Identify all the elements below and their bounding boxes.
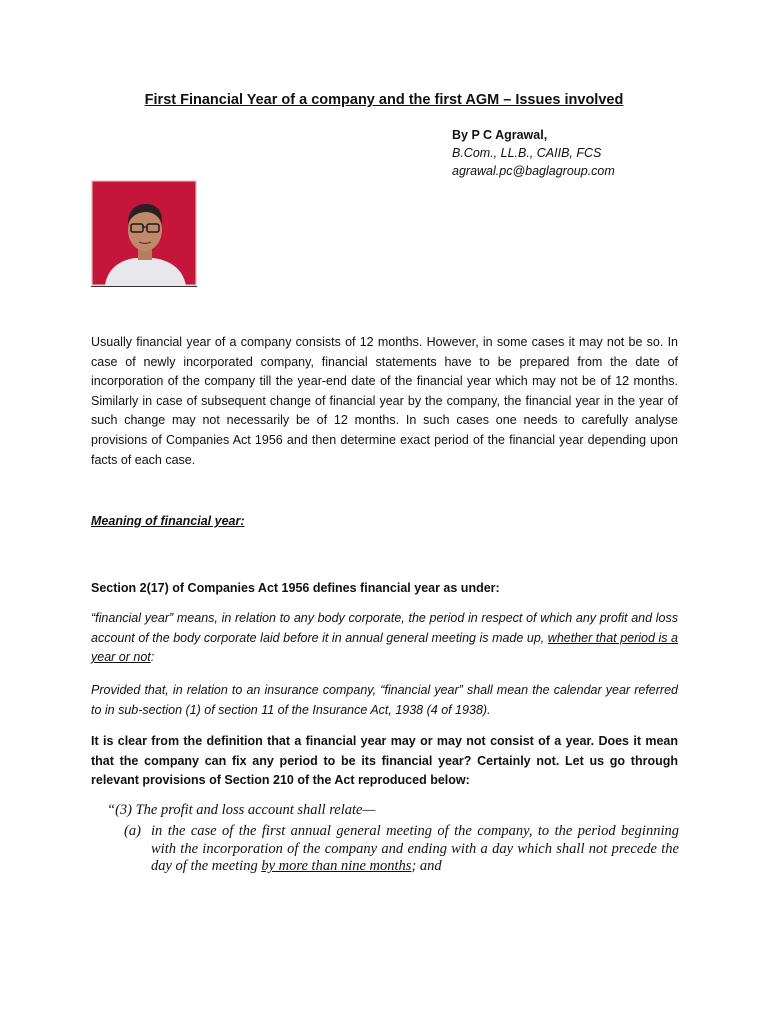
section-heading: Meaning of financial year: <box>91 514 245 528</box>
section-intro: Section 2(17) of Companies Act 1956 defines financial year as under: <box>91 581 500 595</box>
author-block <box>452 126 615 180</box>
author-portrait-image <box>91 180 197 286</box>
definition-underlined: whether that period is a year or not <box>91 630 678 665</box>
document-title: First Financial Year of a company and the first AGM – Issues involved <box>144 92 624 108</box>
author-qualifications: B.Com., LL.B., CAIIB, FCS <box>452 146 602 160</box>
author-email: agrawal.pc@baglagroup.com <box>452 164 615 178</box>
analysis-paragraph: It is clear from the definition that a financial year may or may not consist of a year. Does it mean that the company can fix any period to be its financial year? Certainly not. Let us go through relevant provisions of Section 210 of the Act reproduced below: <box>91 734 678 788</box>
author-name: By P C Agrawal, <box>452 128 548 142</box>
quote-heading: “(3) The profit and loss account shall relate— <box>107 802 376 818</box>
clause-text <box>151 823 679 876</box>
clause-end: ; and <box>411 858 442 875</box>
definition-text: “financial year” means, in relation to any body corporate, the period in respect of which any profit and loss account of the body corporate laid before it in annual general meeting is made up, <box>91 611 678 645</box>
clause-body: in the case of the first annual general meeting of the company, to the period beginning with the incorporation of the company and ending with a day which shall not precede the day of the meeting <box>151 823 679 875</box>
clause-label: (a) <box>124 823 141 839</box>
proviso-paragraph: Provided that, in relation to an insurance company, “financial year” shall mean the calendar year referred to in sub-section (1) of section 11 of the Insurance Act, 1938 (4 of 1938). <box>91 683 678 717</box>
definition-paragraph <box>91 609 678 668</box>
definition-end: : <box>150 650 155 665</box>
intro-paragraph: Usually financial year of a company consists of 12 months. However, in some cases it may not be so. In case of newly incorporated company, financial statements have to be prepared from the date of incorporation of the company till the year-end date of the financial year which may not be of 12 months. Similarly in case of subsequent change of financial year by the company, the financial year in the year of such change may not necessarily be of 12 months. In such cases one needs to carefully analyse provisions of Companies Act 1956 and then determine exact period of the financial year depending upon facts of each case. <box>91 335 678 467</box>
author-photo <box>91 180 197 287</box>
clause-underlined: by more than nine months <box>261 858 412 875</box>
